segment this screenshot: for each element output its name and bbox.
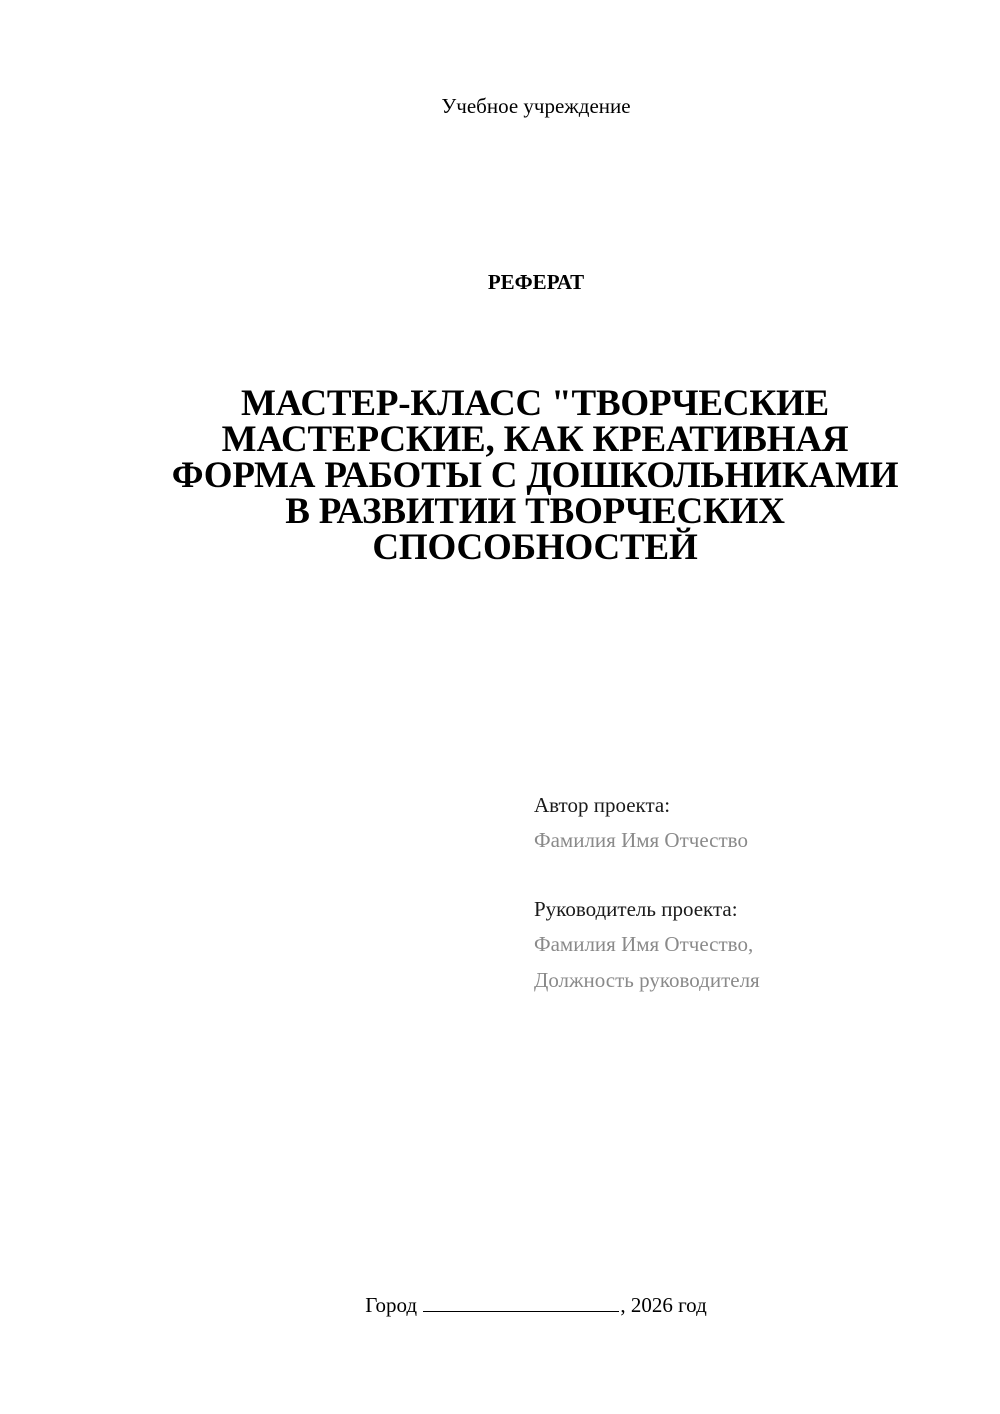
title-line: МАСТЕРСКИЕ, КАК КРЕАТИВНАЯ (221, 419, 849, 460)
title-line: СПОСОБНОСТЕЙ (372, 527, 698, 568)
supervisor-name: Фамилия Имя Отчество, (534, 932, 754, 956)
title-line: МАСТЕР-КЛАСС "ТВОРЧЕСКИЕ (240, 383, 830, 424)
credits-spacer (534, 858, 954, 892)
supervisor-label: Руководитель проекта: (534, 897, 738, 921)
footer-city-year (0, 1290, 1000, 1320)
year-text: , 2026 год (620, 1293, 707, 1317)
city-blank-line (423, 1291, 619, 1312)
title-line: В РАЗВИТИИ ТВОРЧЕСКИХ (285, 491, 785, 532)
supervisor-position: Должность руководителя (534, 968, 760, 992)
author-label: Автор проекта: (534, 793, 671, 817)
city-label: Город (365, 1293, 418, 1317)
credits-block (534, 788, 954, 998)
author-name: Фамилия Имя Отчество (534, 828, 748, 852)
title-line: ФОРМА РАБОТЫ С ДОШКОЛЬНИКАМИ (171, 455, 899, 496)
document-type: РЕФЕРАТ (487, 270, 585, 294)
institution-name: Учебное учреждение (441, 94, 631, 118)
document-title (120, 383, 950, 568)
